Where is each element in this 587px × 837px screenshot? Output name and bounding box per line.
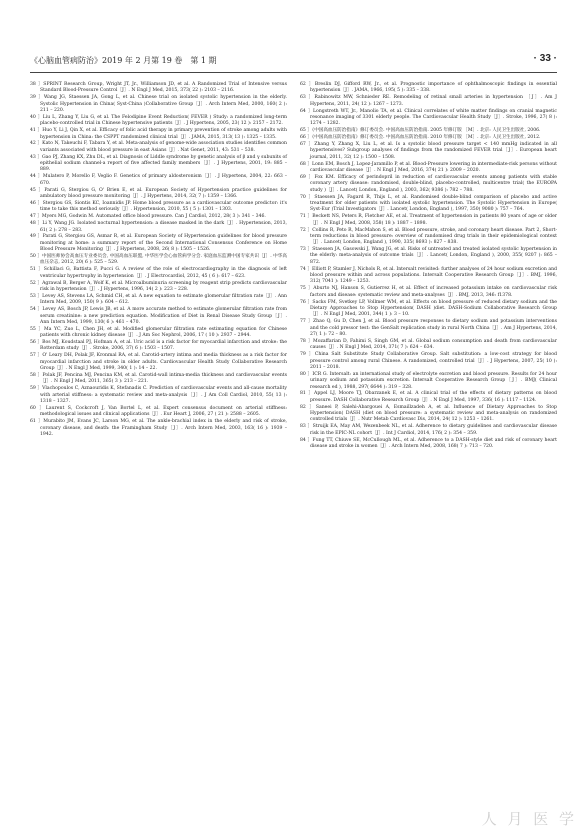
reference-entry: 65 ］《中国高血压防治指南》修订委员会. 中国高血压防治指南. 2005 年修订版 ［M］. 北京: 人民卫生出版社, 2006. (300, 128, 541, 134)
reference-entry: 81 ］Appel LJ, Moore TJ, Obarzanek E, et al. A clinical trial of the effects of dietary patterns on blood pressure. DASH Collaborative Research Group［J］. N Engl J Med, 1997, 336( 16 ): 1117 – 1124. (300, 391, 557, 403)
reference-entry: 46 ］Stergiou GS, Siontis KC, Ioannidis JP. Home blood pressure as a cardiovascular outcome predictor: it's time to take this method seriously［J］. Hypertension, 2010, 55 ( 5 ): 1301 – 1303. (30, 200, 287, 213)
header-rule (30, 72, 557, 73)
reference-entry: 53 ］Levey AS, Stevens LA, Schmid CH, et al. A new equation to estimate glomerular filtration rate［J］. Ann Intern Med, 2009, 150( 9 ): 604 – 612. (30, 293, 287, 306)
reference-entry: 66 ］《中国高血压防治指南》修订委员会. 中国高血压防治指南. 2010 年修订版 ［M］. 北京: 人民卫生出版社, 2012. (300, 135, 541, 141)
reference-entry: 80 ］ICR G. Intersalt: an international study of electrolyte excretion and blood pressure. Results for 24 hour urinary sodium and potassium excretion. Intersalt Cooperative Research Group［J］. BMJ( Clinical research ed ), 1988, 297( 6644 ): 319 – 328. (300, 371, 557, 390)
reference-column-left (30, 82, 287, 439)
journal-citation: 《心脑血管病防治》2019 年 2 月第 19 卷 第 1 期 (30, 56, 217, 65)
page-number: · 33 · (533, 53, 557, 64)
reference-entry: 41 ］Huo Y, Li J, Qin X, et al. Efficacy of folic acid therapy in primary prevention of stroke among adults with hypertension in China: the CSPPT randomized clinical trial［J］. JAMA, 2015, 313( 13 ): 1325 – 1335. (30, 128, 287, 140)
reference-entry: 57 ］O' Leary DH, Polak JF, Kronmal RA, et al. Carotid-artery intima and media thickness as a risk factor for myocardial infarction and stroke in older adults. Cardiovascular Health Study Collaborative Research Group［J］. N Engl J Med, 1999, 340( 1 ): 14 – 22. (30, 353, 287, 372)
reference-entry: 67 ］Zhang Y, Zhang X, Liu L, et al. Is a systolic blood pressure target < 140 mmHg indicated in all hypertensives? Subgroup analyses of findings from the randomized FEVER trial［J］. European heart journal, 2011, 32( 12 ): 1500 – 1508. (300, 142, 557, 160)
reference-entry: 56 ］Bos MJ, Koudstaal PJ, Hofman A, et al. Uric acid is a risk factor for myocardial infarction and stroke: the Rotterdam study［J］. Stroke, 2006, 37( 6 ): 1503 – 1507. (30, 340, 287, 352)
reference-entry: 75 ］Aburto NJ, Hanson S, Gutierrez H, et al. Effect of increased potassium intake on cardiovascular risk factors and disease: systematic review and meta-analyses［J］. BMJ, 2013, 346: f1378. (300, 286, 557, 298)
running-header (30, 55, 557, 67)
reference-entry: 45 ］Parati G, Stergiou G, O' Brien E, et al. European Society of Hypertension practice guidelines for ambulatory blood pressure monitoring［J］. J Hypertens, 2014, 32( 7 ): 1359 – 1366. (30, 187, 287, 199)
reference-entry: 50 ］中国医师协会高血压专业委员会, 中国高血压联盟, 中华医学会心血管病学分会. 家庭血压监测中国专家共识［J］. 中华高血压杂志, 2012, 20( 6 ): 525 – 529. (30, 254, 287, 266)
reference-entry: 39 ］Wang JG, Staessen JA, Gong L, et al. Chinese trial on isolated systolic hypertension in the elderly. Systolic Hypertension in China( Syst-China )Collaborative Group［J］. Arch Intern Med, 2000, 160( 2 ): 211 – 220. (30, 95, 287, 113)
reference-entry: 64 ］Longstreth WT, Jr., Manolio TA, et al. Clinical correlates of white matter findings on cranial magnetic resonance imaging of 3301 elderly people. The Cardiovascular Health Study［J］. Stroke, 1996, 27( 8 ): 1274 – 1282. (300, 108, 557, 127)
reference-entry: 49 ］Parati G, Stergiou GS, Asmar R, et al. European Society of Hypertension guidelines for blood pressure monitoring at home: a summary report of the Second International Consensus Conference on Home Blood Pressure Monitoring［J］. J Hypertens, 2008, 26( 8 ): 1505 – 1526. (30, 234, 287, 253)
reference-entry: 44 ］Mulatero P, Morello F, Veglio F. Genetics of primary aldosteronism［J］. J Hypertens, 2004, 22: 663 – 670. (30, 174, 287, 186)
reference-entry: 40 ］Liu L, Zhang Y, Liu G, et al. The Felodipine Event Reduction( FEVER ) Study: a randomized long-term placebo-controlled trial in Chinese hypertensive patients［J］. J Hypertens, 2005, 23( 12 ): 2157 – 2172. (30, 114, 287, 127)
reference-entry: 84 ］Fung TT, Chiuve SE, McCullough ML, et al. Adherence to a DASH-style diet and risk of coronary heart disease and stroke in women［J］. Arch Intern Med, 2008, 168( 7 ): 713 – 720. (300, 437, 557, 449)
reference-entry: 83 ］Struijk EA, May AM, Wezenbeek NL, et al. Adherence to dietary guidelines and cardiovascular disease risk in the EPIC-NL cohort［J］. Int J Cardiol, 2014, 176( 2 ): 354 – 359. (300, 424, 557, 436)
reference-entry: 74 ］Elliott P, Stamler J, Nichols R, et al. Intersalt revisited: further analyses of 24 hour sodium excretion and blood pressure within and across populations. Intersalt Cooperative Research Group［J］. BMJ, 1996, 312( 7041 ): 1249 – 1253. (300, 266, 557, 285)
reference-entry: 62 ］Breslin DJ, Gifford RW, Jr., et al. Prognostic importance of ophthalmoscopic findings in essential hypertension［J］. JAMA, 1966, 195( 5 ): 335 – 338. (300, 82, 557, 94)
reference-entry: 72 ］Collins R, Peto R, MacMahon S, et al. Blood pressure, stroke, and coronary heart disease. Part 2, Short-term reductions in blood pressure: overview of randomised drug trials in their epidemiological context［J］. Lancet( London, England ), 1990, 335( 8693 ): 827 – 838. (300, 227, 557, 246)
reference-entry: 38 ］SPRINT Research Group, Wright JT, Jr., Williamson JD, et al. A Randomized Trial of Intensive versus Standard Blood-Pressure Control［J］. N Engl J Med, 2015, 373( 22 ): 2103 – 2116. (30, 82, 287, 94)
reference-entry: 77 ］Zhao Q, Gu D, Chen J, et al. Blood pressure responses to dietary sodium and potassium interventions and the cold pressor test: the GenSalt replication study in rural North China［J］. Am J Hypertens, 2014, 27( 1 ): 72 – 80. (300, 319, 557, 337)
reference-entry: 61 ］Murabito JM, Evans JC, Larson MG, et al. The ankle-brachial index in the elderly and risk of stroke, coronary disease, and death: the Framingham Study［J］. Arch Intern Med, 2003, 163( 16 ): 1939 – 1942. (30, 419, 287, 437)
reference-entry: 71 ］Beckett NS, Peters R, Fletcher AE, et al. Treatment of hypertension in patients 80 years of age or older［J］. N Engl J Med, 2008, 358( 18 ): 1887 – 1898. (300, 214, 557, 226)
reference-entry: 59 ］Vlachopoulos C, Aznaouridis K, Stefanadis C. Prediction of cardiovascular events and all-cause mortality with arterial stiffness: a systematic review and meta-analysis［J］. J Am Coll Cardiol, 2010, 55( 13 ): 1318 – 1327. (30, 386, 287, 404)
reference-entry: 68 ］Lonn EM, Bosch J, Lopez-Jaramillo P, et al. Blood-Pressure lowering in intermediate-risk persons without cardiovascular disease［J］. N Engl J Med, 2016, 374( 21 ): 2009 – 2020. (300, 161, 557, 174)
reference-column-right (300, 82, 557, 451)
reference-entry: 43 ］Gao PJ, Zhang KX, Zhu DL, et al. Diagnosis of Liddle syndrome by genetic analysis of β and γ subunits of epithelial sodium channel-a report of five affected family members［J］. J Hypertens, 2001, 19: 885 – 889. (30, 154, 287, 173)
reference-entry: 69 ］Fox KM. Efficacy of perindopril in reduction of cardiovascular events among patients with stable coronary artery disease: randomised, double-blind, placebo-controlled, multicentre trial( the EUROPA study )［J］. Lancet( London, England ), 2003, 362( 9386 ): 782 – 788. (300, 174, 557, 193)
reference-entry: 54 ］Levey AS, Bosch JP, Lewis JB, et al. A more accurate method to estimate glomerular filtration rate from serum creatinine: a new prediction equation. Modification of Diet in Renal Disease Study Group［J］. Ann Intern Med, 1999, 130( 6 ): 461 – 470. (30, 307, 287, 325)
reference-entry: 48 ］Li Y, Wang JG. Isolated nocturnal hypertension: a disease masked in the dark［J］. Hypertension, 2013, 61( 2 ): 278 – 283. (30, 221, 287, 233)
reference-entry: 79 ］China Salt Substitute Study Collaborative Group. Salt substitution: a low-cost strategy for blood pressure control among rural Chinese. A randomized, controlled trial［J］. J Hypertens, 2007, 25( 10 ): 2011 – 2018. (300, 352, 557, 370)
reference-entry: 73 ］Staessen JA, Gasowski J, Wang JG, et al. Risks of untreated and treated isolated systolic hypertension in the elderly: meta-analysis of outcome trials［J］. Lancet( London, England ), 2000, 355( 9207 ): 865 – 872. (300, 247, 557, 265)
reference-entry: 42 ］Kato N, Takeuchi F, Tabara Y, et al. Meta-analysis of genome-wide association studies identifies common variants associated with blood pressure in east Asians［J］. Nat Genet, 2011, 43: 531 – 538. (30, 141, 287, 153)
reference-entry: 63 ］Rabinowitz MW, Schnieder RE. Remodeling of retinal small arteries in hypertension ［J］. Am J Hypertens, 2011, 24( 12 ): 1267 – 1273. (300, 95, 557, 107)
reference-entry: 82 ］Saneei P, Salehi-Abargouei A, Esmaillzadeh A, et al. Influence of Dietary Approaches to Stop Hypertension( DASH )diet on blood pressure: a systematic review and meta-analysis on randomized controlled trials［J］. Nutr Metab Cardiovasc Dis, 2014, 24( 12 ): 1253 – 1261. (300, 404, 557, 423)
reference-entry: 52 ］Agrawal B, Berger A, Wolf K, et al. Microalbuminuria screening by reagent strip predicts cardiovascular risk in hypertension［J］. J Hypertens, 1996, 14( 2 ): 223 – 228. (30, 280, 287, 292)
reference-entry: 60 ］Laurent S, Cockcroft J, Van Bortel L, et al. Expert consensus document on arterial stiffness: methodological issues and clinical applications［J］. Eur Heart J, 2006, 27 ( 21 ): 2588 – 2605. (30, 405, 287, 418)
reference-entry: 55 ］Ma YC, Zuo L, Chen JH, et al. Modified glomerular filtration rate estimating equation for Chinese patients with chronic kidney disease［J］. J Am Soc Nephrol, 2006, 17 ( 10 ): 2937 – 2944. (30, 326, 287, 339)
reference-entry: 51 ］Schillaci G, Battista F, Pucci G. A review of the role of electrocardiography in the diagnosis of left ventricular hypertrophy in hypertension［J］. J Electrocardiol, 2012, 45 ( 6 ): 617 – 623. (30, 267, 287, 279)
reference-entry: 70 ］Staessen JA, Fagard R, Thijs L, et al. Randomised double-blind comparison of placebo and active treatment for older patients with isolated systolic hypertension. The Systolic Hypertension in Europe( Syst-Eur )Trial Investigators［J］. Lancet( London, England ), 1997, 350( 9080 ): 757 – 764. (300, 194, 557, 213)
reference-entry: 58 ］Polak JF, Pencina MJ, Pencina KM, et al. Carotid-wall intima-media thickness and cardiovascular events［J］. N Engl J Med, 2011, 365( 3 ): 213 – 221. (30, 373, 287, 385)
reference-entry: 78 ］Mozaffarian D, Fahimi S, Singh GM, et al. Global sodium consumption and death from cardiovascular causes［J］. N Engl J Med, 2014, 371( 7 ): 624 – 634. (300, 338, 557, 351)
watermark: 人 月 医 学 (481, 810, 577, 828)
reference-entry: 76 ］Sacks FM, Svetkey LP, Vollmer WM, et al. Effects on blood pressure of reduced dietary sodium and the Dietary Approaches to Stop Hypertension( DASH )diet. DASH-Sodium Collaborative Research Group［J］. N Engl J Med, 2001, 344( 1 ): 3 – 10. (300, 299, 557, 318)
reference-entry: 47 ］Myers MG, Godwin M. Automated office blood pressure. Can J Cardiol, 2012, 28( 3 ): 341 – 346. (30, 214, 266, 220)
